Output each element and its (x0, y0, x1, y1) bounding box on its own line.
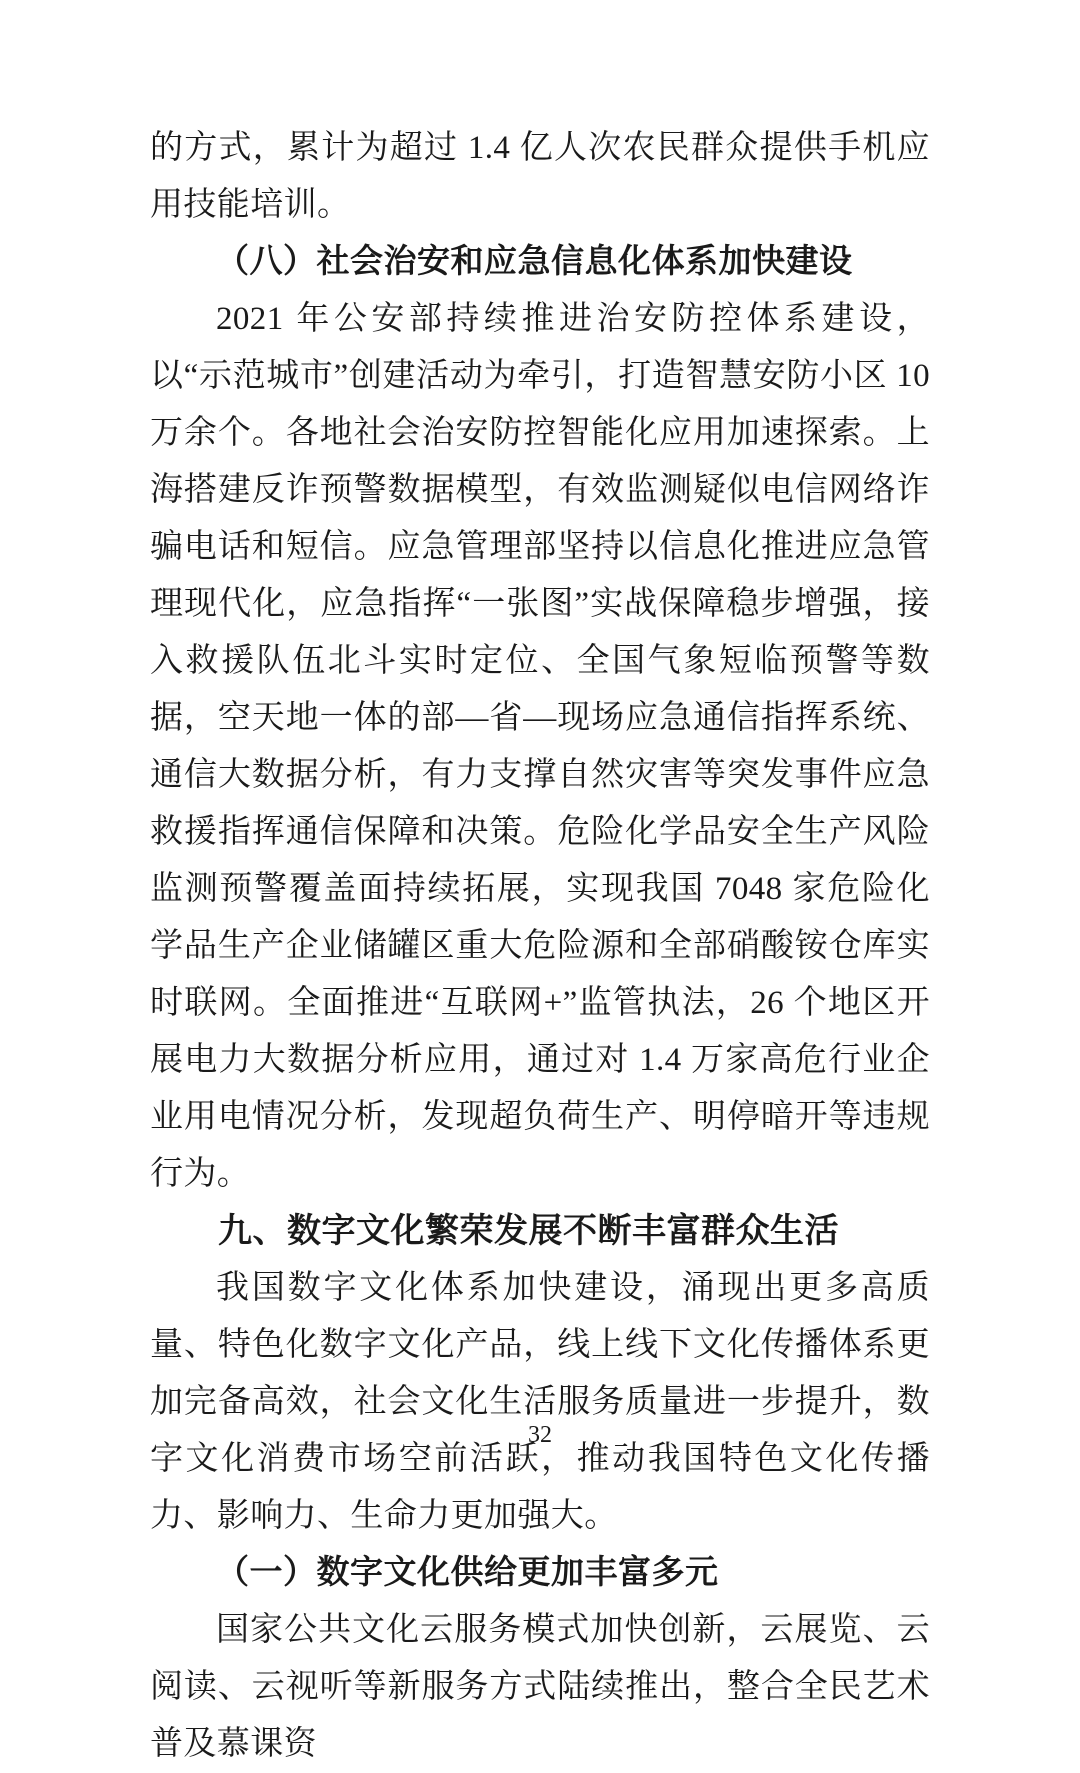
paragraph-digital-culture: 我国数字文化体系加快建设，涌现出更多高质量、特色化数字文化产品，线上线下文化传播体系更加完备高效，社会文化生活服务质量进一步提升，数字文化消费市场空前活跃，推动我国特色文化传播力、影响力、生命力更加强大。 (150, 1270, 930, 1534)
page-number: 32 (528, 1422, 552, 1448)
paragraph-cultural-cloud: 国家公共文化云服务模式加快创新，云展览、云阅读、云视听等新服务方式陆续推出，整合全民艺术普及慕课资 (150, 1612, 930, 1762)
paragraph-public-security: 2021 年公安部持续推进治安防控体系建设，以“示范城市”创建活动为牵引，打造智慧安防小区 10 万余个。各地社会治安防控智能化应用加速探索。上海搭建反诈预警数据模型，有效监测疑似电信网络诈骗电话和短信。应急管理部坚持以信息化推进应急管理现代化，应急指挥“一张图”实战保障稳步增强，接入救援队伍北斗实时定位、全国气象短临预警等数据，空天地一体的部—省—现场应急通信指挥系统、通信大数据分析，有力支撑自然灾害等突发事件应急救援指挥通信保障和决策。危险化学品安全生产风险监测预警覆盖面持续拓展，实现我国 7048 家危险化学品生产企业储罐区重大危险源和全部硝酸铵仓库实时联网。全面推进“互联网+”监管执法，26 个地区开展电力大数据分析应用，通过对 1.4 万家高危行业企业用电情况分析，发现超负荷生产、明停暗开等违规行为。 (150, 301, 930, 1192)
section-heading-nine: 九、数字文化繁荣发展不断丰富群众生活 (218, 1213, 839, 1250)
section-heading-eight: （八）社会治安和应急信息化体系加快建设 (216, 244, 853, 280)
section-heading-one: （一）数字文化供给更加丰富多元 (216, 1555, 719, 1591)
paragraph-continued: 的方式，累计为超过 1.4 亿人次农民群众提供手机应用技能培训。 (150, 130, 930, 223)
